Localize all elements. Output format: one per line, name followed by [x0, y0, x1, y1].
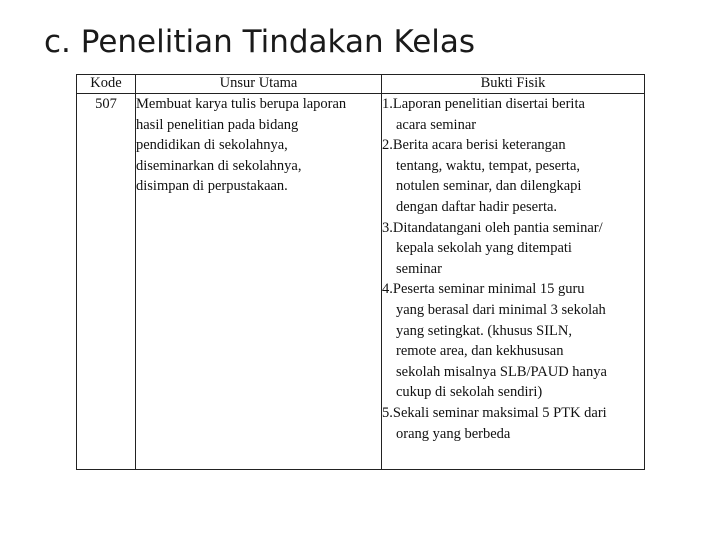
bukti-line: seminar [396, 260, 442, 277]
table-header [77, 75, 645, 94]
unsur-line: disimpan di perpustakaan. [136, 178, 288, 195]
header-bukti-fisik: Bukti Fisik [382, 75, 645, 94]
bukti-line: remote area, dan kekhususan [396, 343, 564, 360]
cell-bukti-fisik [382, 94, 645, 470]
bukti-line: tentang, waktu, tempat, peserta, [396, 157, 581, 174]
bukti-item-3 [382, 218, 644, 280]
bukti-item-2 [382, 135, 644, 217]
bukti-line: yang berasal dari minimal 3 sekolah [396, 301, 606, 318]
bukti-line: 1.Laporan penelitian disertai berita [382, 96, 585, 112]
header-row [77, 75, 645, 94]
requirements-table [76, 74, 645, 470]
slide-title: c. Penelitian Tindakan Kelas [44, 24, 476, 60]
bukti-item-1 [382, 94, 644, 135]
cell-unsur-utama [136, 94, 382, 470]
unsur-line: hasil penelitian pada bidang [136, 116, 299, 133]
header-unsur-utama: Unsur Utama [136, 75, 382, 94]
bukti-line: notulen seminar, dan dilengkapi [396, 178, 582, 195]
bukti-line: cukup di sekolah sendiri) [396, 384, 543, 401]
bukti-item-5 [382, 403, 644, 444]
bukti-line: acara seminar [396, 116, 477, 133]
bukti-item-4 [382, 279, 644, 403]
bukti-line: sekolah misalnya SLB/PAUD hanya [396, 363, 607, 380]
bukti-line: orang yang berbeda [396, 425, 511, 442]
unsur-line: pendidikan di sekolahnya, [136, 137, 288, 154]
bukti-line: 5.Sekali seminar maksimal 5 PTK dari [382, 404, 607, 421]
unsur-line: diseminarkan di sekolahnya, [136, 157, 302, 174]
bukti-line: dengan daftar hadir peserta. [396, 198, 558, 215]
unsur-line: Membuat karya tulis berupa laporan [136, 96, 347, 112]
table-row [77, 94, 645, 470]
bukti-line: kepala sekolah yang ditempati [396, 240, 572, 257]
header-kode: Kode [77, 75, 136, 94]
bukti-line: 3.Ditandatangani oleh pantia seminar/ [382, 219, 603, 236]
bukti-line: yang setingkat. (khusus SILN, [396, 322, 572, 339]
bukti-line: 2.Berita acara berisi keterangan [382, 137, 566, 154]
cell-kode: 507 [77, 94, 136, 470]
bukti-line: 4.Peserta seminar minimal 15 guru [382, 281, 585, 298]
